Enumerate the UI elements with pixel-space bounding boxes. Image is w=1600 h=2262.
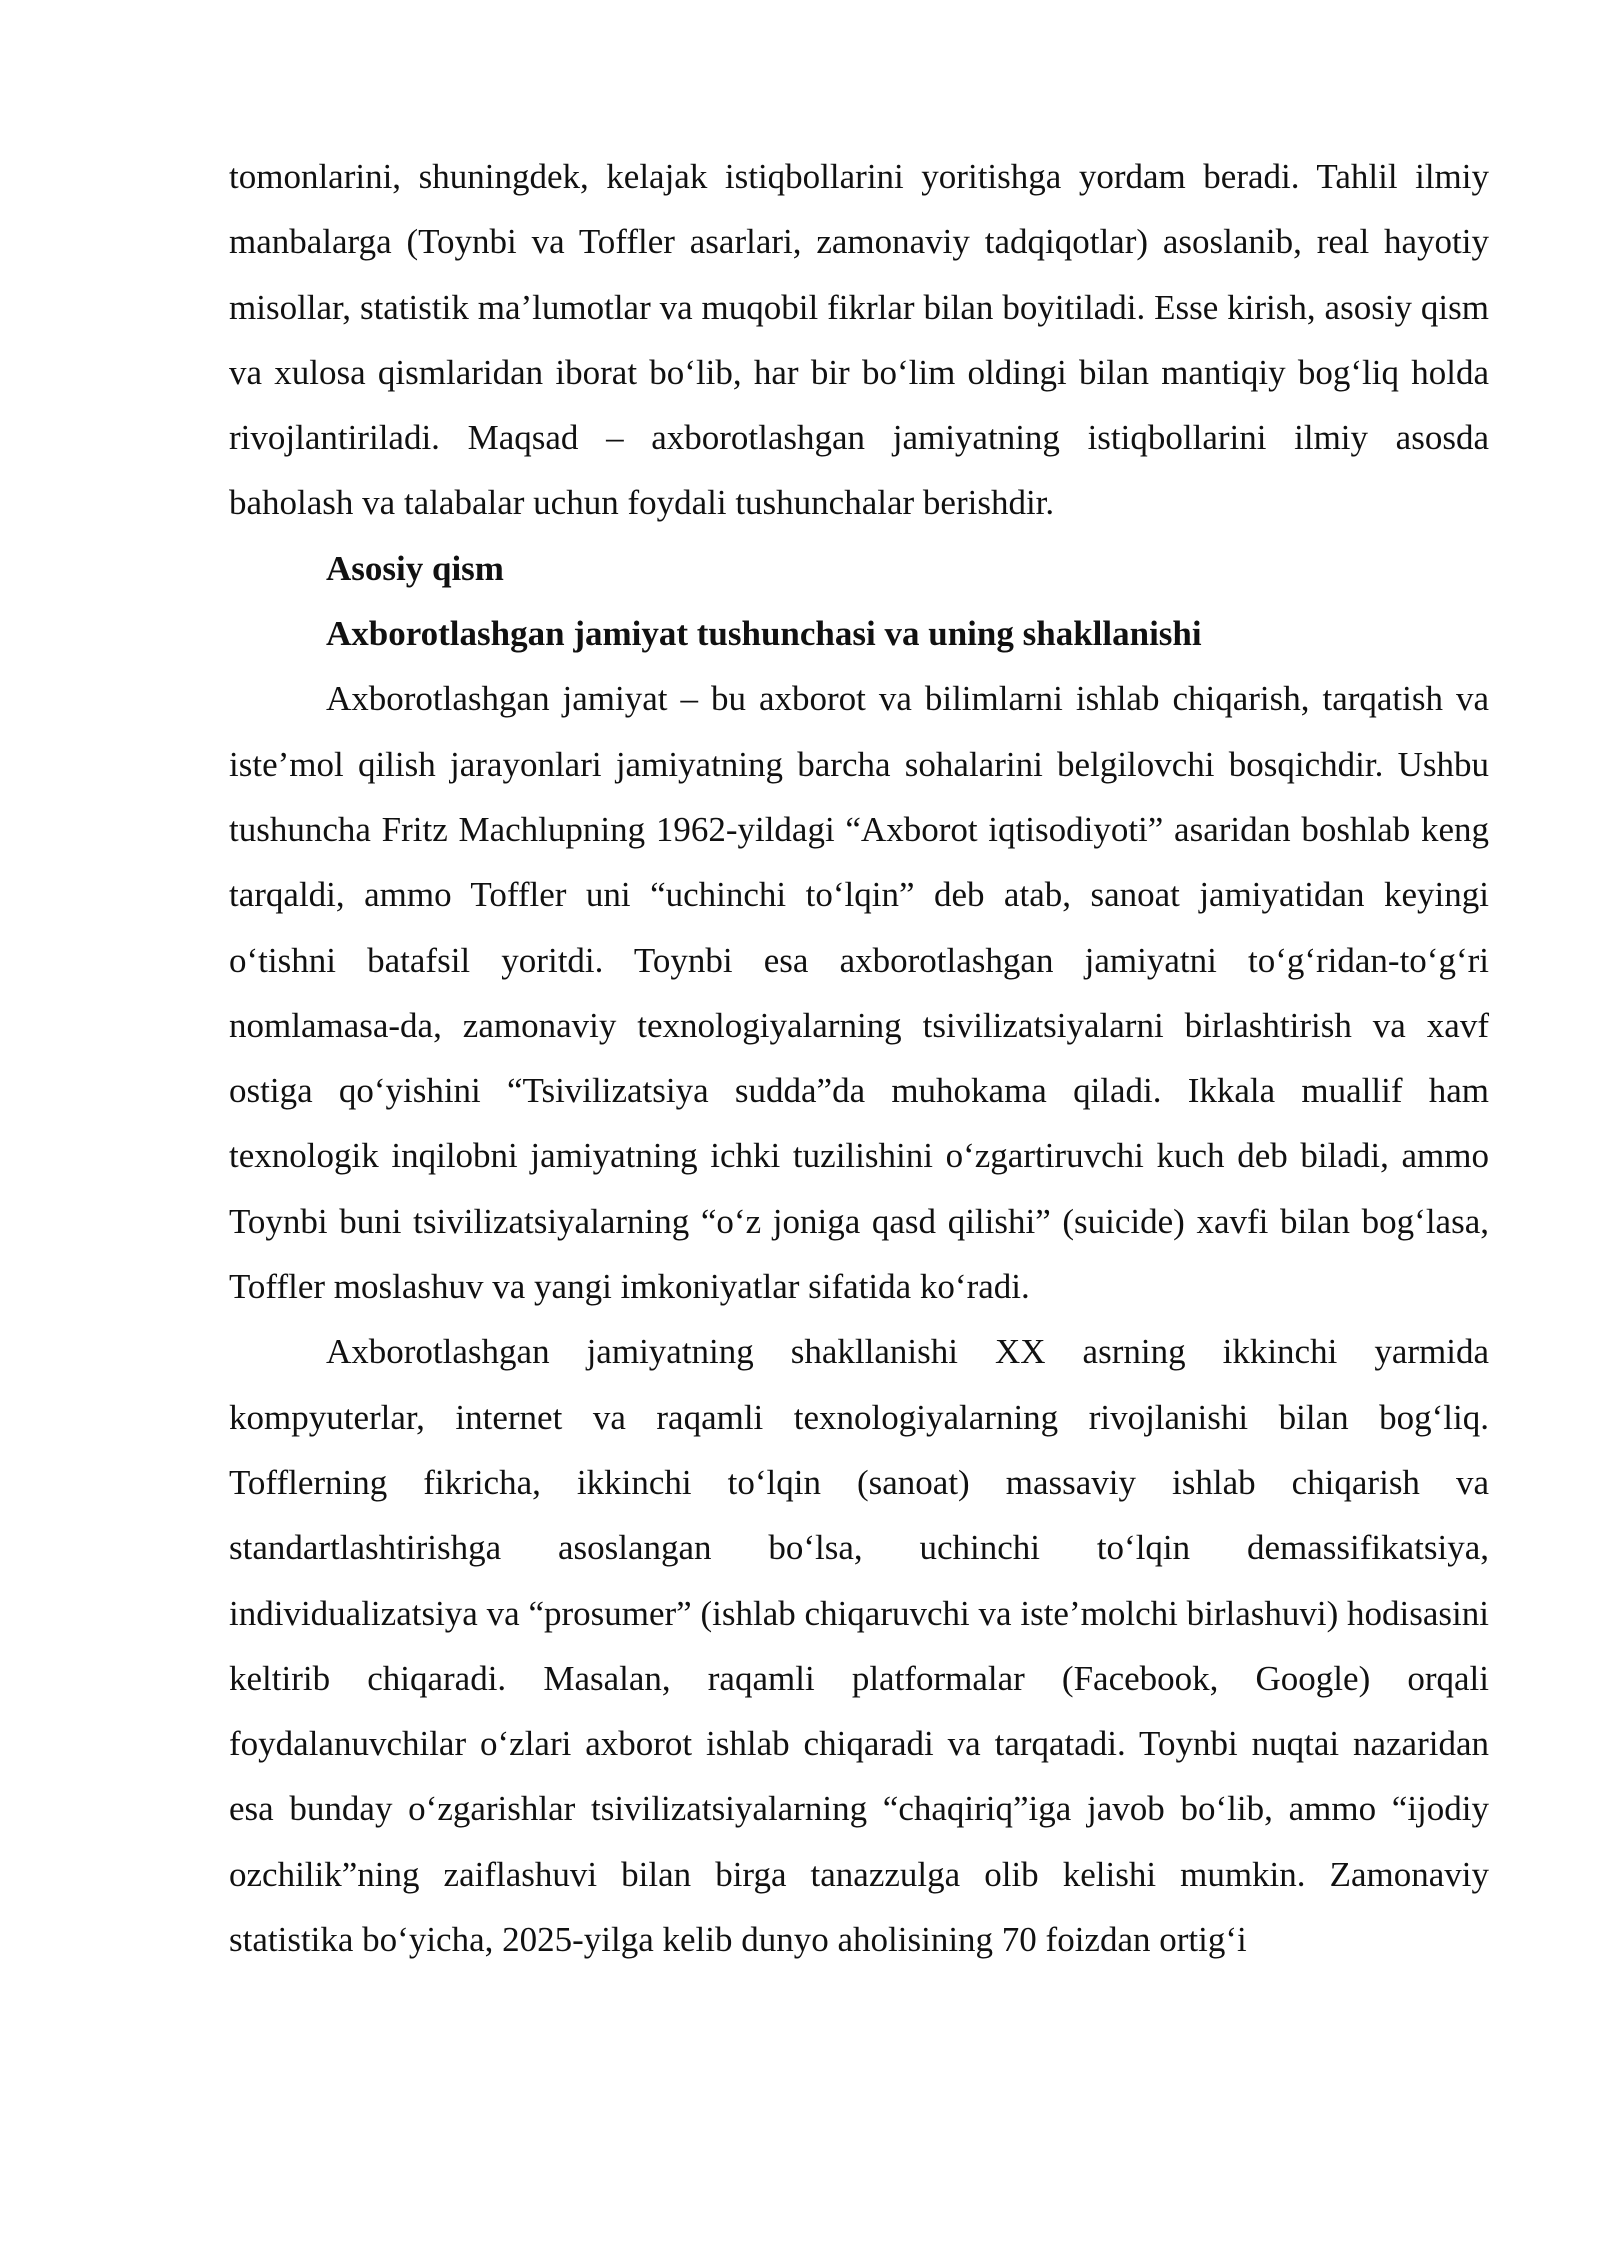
body-paragraph-2: Axborotlashgan jamiyatning shakllanishi XX asrning ikkinchi yarmida kompyuterlar, internet va raqamli texnologiyalarning rivojlanishi bilan bog‘liq. Tofflerning fikricha, ikkinchi to‘lqin (sanoat) massaviy ishlab chiqarish va standartlashtirishga asoslangan bo‘lsa, uchinchi to‘lqin demassifikatsiya, individualizatsiya va “prosumer” (ishlab chiqaruvchi va iste’molchi birlashuvi) hodisasini keltirib chiqaradi. Masalan, raqamli platformalar (Facebook, Google) orqali foydalanuvchilar o‘zlari axborot ishlab chiqaradi va tarqatadi. Toynbi nuqtai nazaridan esa bunday o‘zgarishlar tsivilizatsiyalarning “chaqiriq”iga javob bo‘lib, ammo “ijodiy ozchilik”ning zaiflashuvi bilan birga tanazzulga olib kelishi mumkin. Zamonaviy statistika bo‘yicha, 2025-yilga kelib dunyo aholisining 70 foizdan ortig‘i bbox=[229, 1332, 1489, 1960]
section-heading: Asosiy qism bbox=[326, 548, 504, 588]
intro-paragraph: tomonlarini, shuningdek, kelajak istiqbollarini yoritishga yordam beradi. Tahlil ilmiy manbalarga (Toynbi va Toffler asarlari, zamonaviy tadqiqotlar) asoslanib, real hayotiy misollar, statistik ma’lumotlar va muqobil fikrlar bilan boyitiladi. Esse kirish, asosiy qism va xulosa qismlaridan iborat bo‘lib, har bir bo‘lim oldingi bilan mantiqiy bog‘liq holda rivojlantiriladi. Maqsad – axborotlashgan jamiyatning istiqbollarini ilmiy asosda baholash va talabalar uchun foydali tushunchalar berishdir. bbox=[229, 157, 1489, 523]
subsection-heading: Axborotlashgan jamiyat tushunchasi va uning shakllanishi bbox=[326, 614, 1202, 654]
body-paragraph-1: Axborotlashgan jamiyat – bu axborot va bilimlarni ishlab chiqarish, tarqatish va iste’mol qilish jarayonlari jamiyatning barcha sohalarini belgilovchi bosqichdir. Ushbu tushuncha Fritz Machlupning 1962-yildagi “Axborot iqtisodiyoti” asaridan boshlab keng tarqaldi, ammo Toffler uni “uchinchi to‘lqin” deb atab, sanoat jamiyatidan keyingi o‘tishni batafsil yoritdi. Toynbi esa axborotlashgan jamiyatni to‘g‘ridan-to‘g‘ri nomlamasa-da, zamonaviy texnologiyalarning tsivilizatsiyalarni birlashtirish va xavf ostiga qo‘yishini “Tsivilizatsiya sudda”da muhokama qiladi. Ikkala muallif ham texnologik inqilobni jamiyatning ichki tuzilishini o‘zgartiruvchi kuch deb biladi, ammo Toynbi buni tsivilizatsiyalarning “o‘z joniga qasd qilishi” (suicide) xavfi bilan bog‘lasa, Toffler moslashuv va yangi imkoniyatlar sifatida ko‘radi. bbox=[229, 679, 1489, 1307]
document-page bbox=[229, 144, 1489, 1972]
